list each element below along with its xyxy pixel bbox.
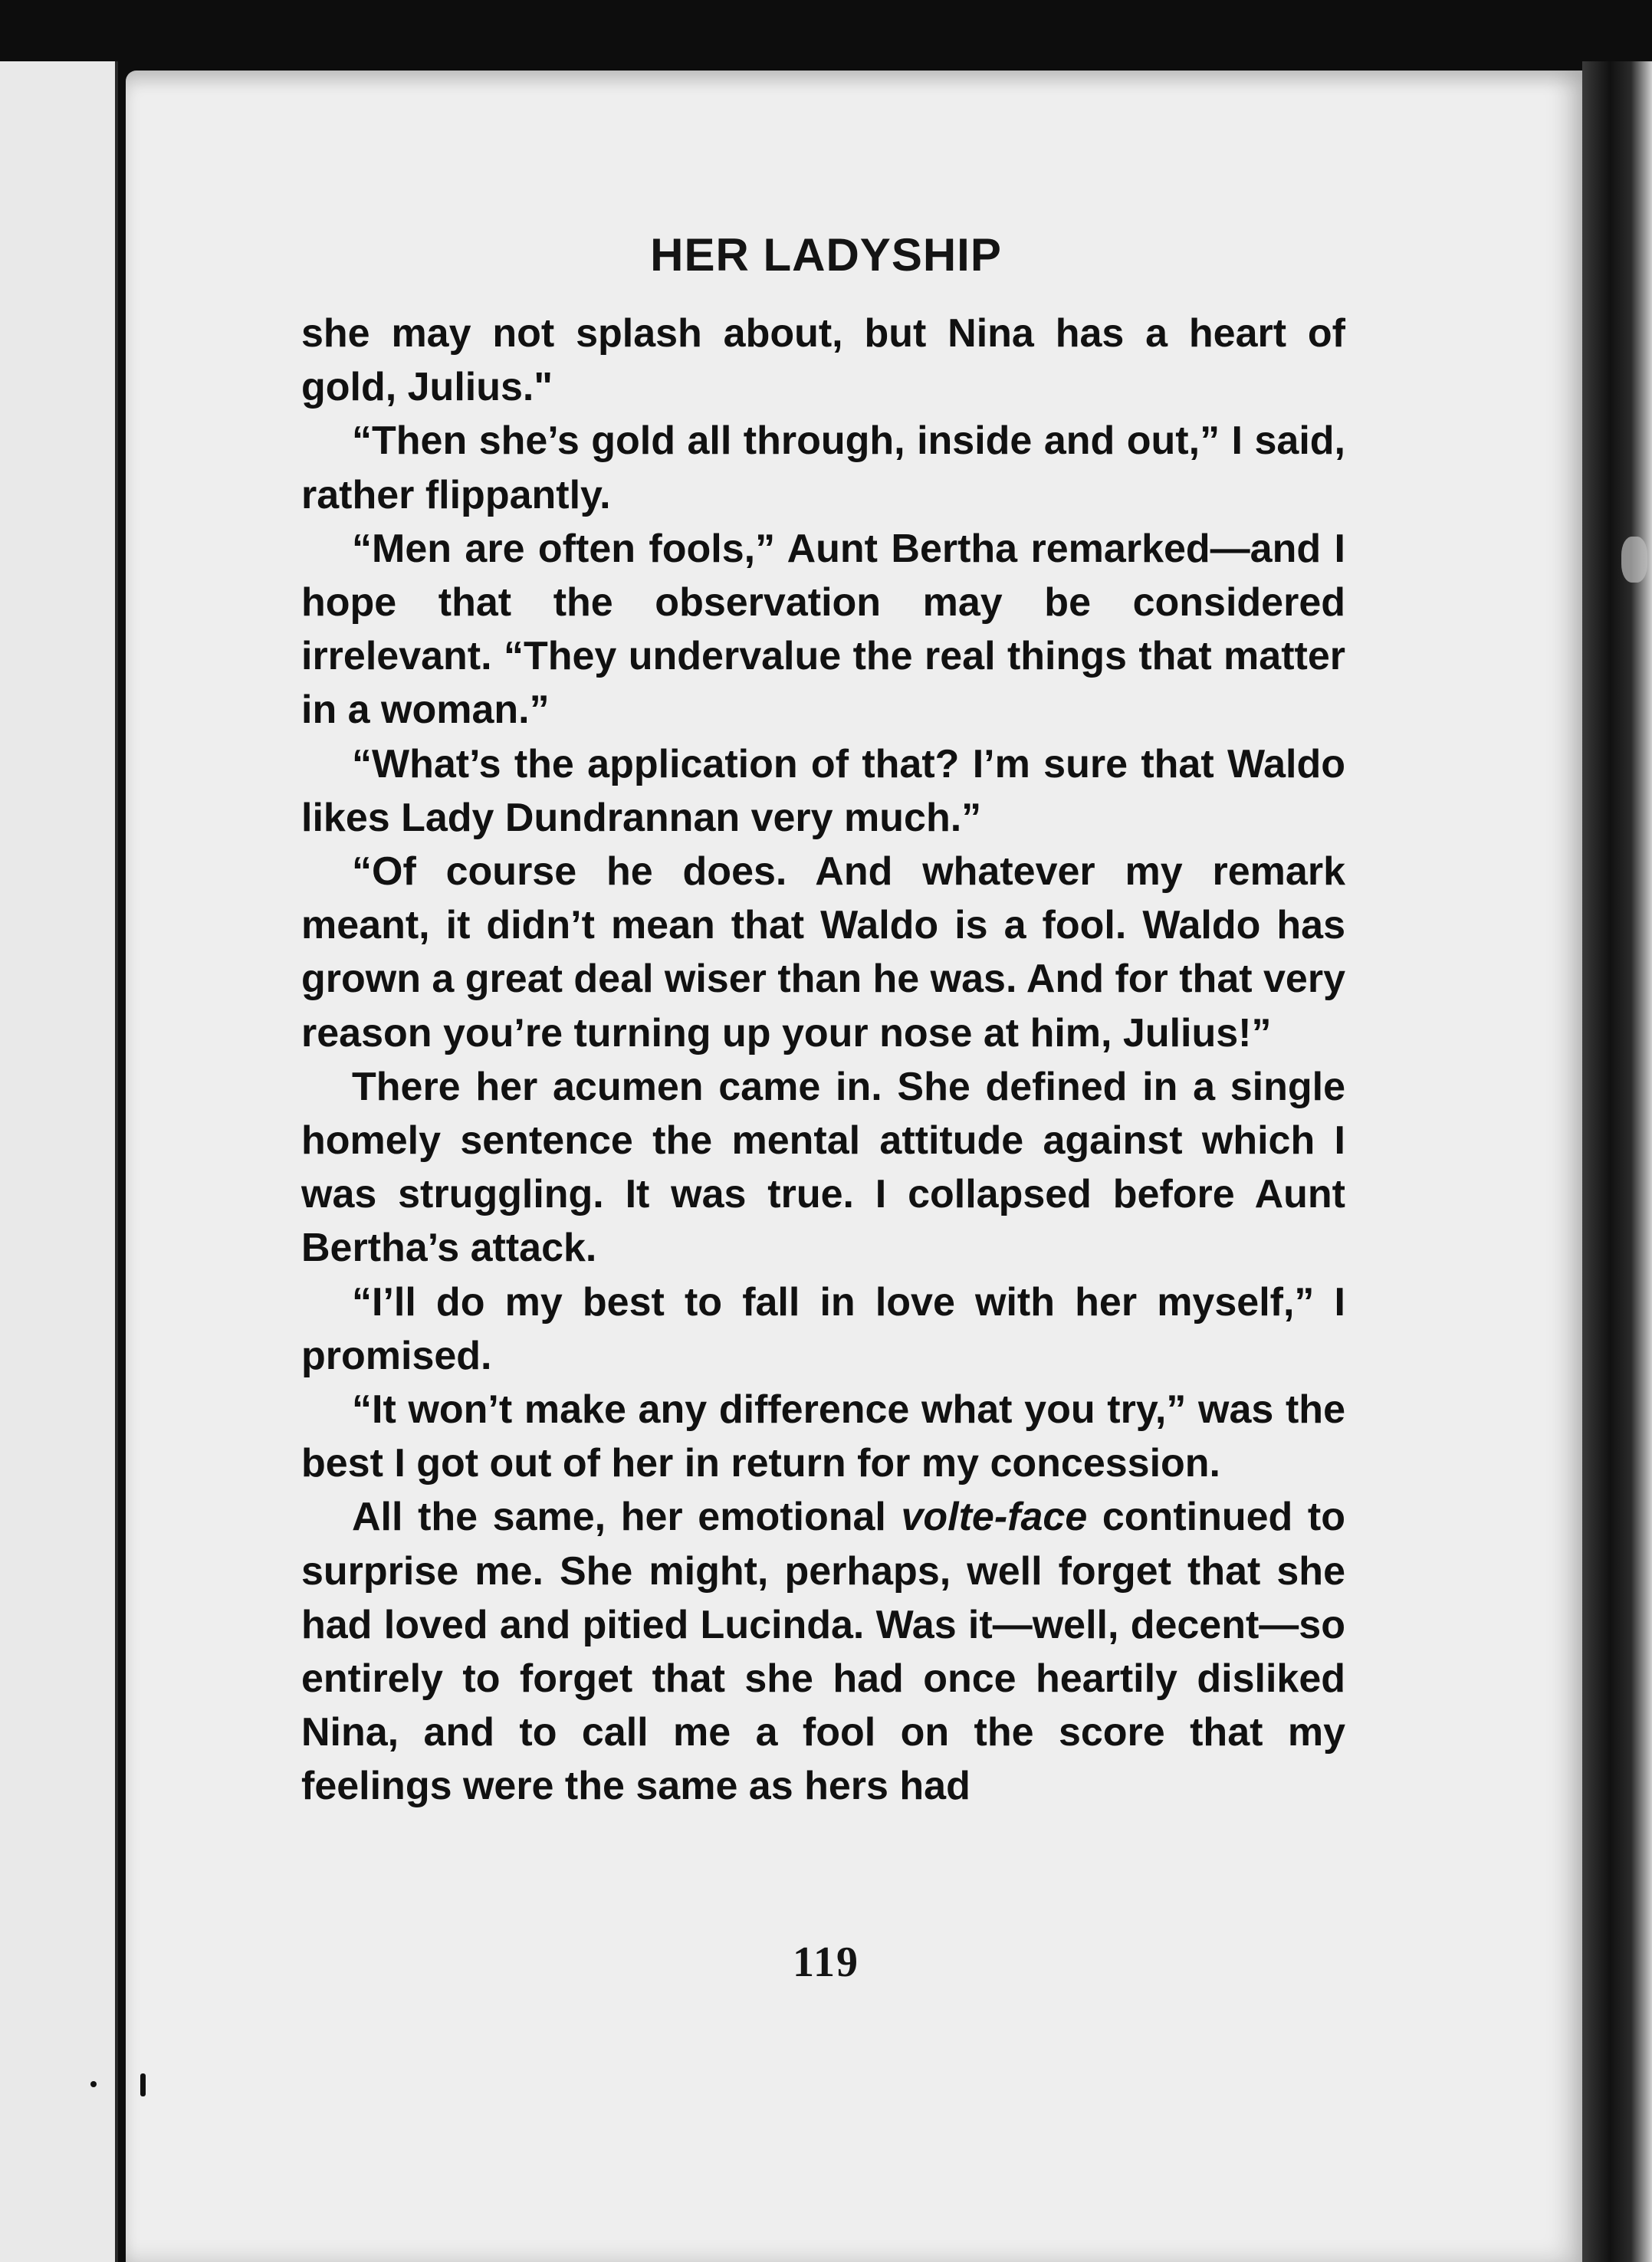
scan-speck <box>140 2073 146 2096</box>
paragraph-9 <box>301 1490 1345 1813</box>
previous-page-edge <box>0 61 118 2262</box>
paragraph-5: “Of course he does. And whatever my remark meant, it didn’t mean that Waldo is a fool. Waldo has grown a great deal wiser than he was. And for that very reason you’re turning up your nose at him, Julius!” <box>301 849 1345 1055</box>
paragraph-1: she may not splash about, but Nina has a heart of gold, Julius." <box>301 311 1345 410</box>
page-number: 119 <box>793 1939 859 1986</box>
paragraph-7: “I’ll do my best to fall in love with her myself,” I promised. <box>301 1279 1345 1378</box>
paragraph-3: “Men are often fools,” Aunt Bertha remarked—and I hope that the observation may be considered irrelevant. “They undervalue the real things that matter in a woman.” <box>301 526 1345 733</box>
paragraph-4: “What’s the application of that? I’m sure that Waldo likes Lady Dundrannan very much.” <box>301 741 1345 840</box>
spine-clip <box>1621 537 1647 583</box>
running-header: HER LADYSHIP <box>650 229 1002 281</box>
page-text <box>301 307 1345 1814</box>
book-spine <box>1582 61 1652 2262</box>
paragraph-9-start: All the same, her emotional <box>352 1495 902 1540</box>
paragraph-8: “It won’t make any difference what you try,” was the best I got out of her in return for my concession. <box>301 1387 1345 1486</box>
paragraph-9-end: continued to surprise me. She might, perhaps, well forget that she had loved and pitied Lucinda. Was it—well, decent—so entirely to forget that she had once heartily disliked Nina, and to call me a fool on the score that my feelings were the same as hers had <box>301 1495 1345 1809</box>
paragraph-6: There her acumen came in. She defined in a single homely sentence the mental attitude against which I was struggling. It was true. I collapsed before Aunt Bertha’s attack. <box>301 1064 1345 1271</box>
paragraph-2: “Then she’s gold all through, inside and out,” I said, rather flippantly. <box>301 419 1345 517</box>
italic-phrase: volte-face <box>901 1495 1088 1540</box>
scan-speck <box>90 2081 97 2087</box>
